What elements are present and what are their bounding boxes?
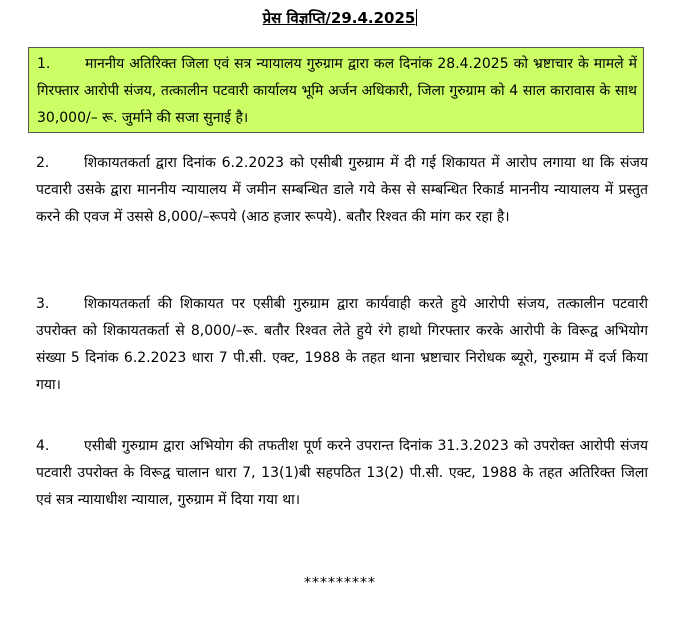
text-cursor	[416, 9, 417, 26]
paragraph-number: 4.	[36, 438, 50, 454]
paragraph-text: शिकायतकर्ता द्वारा दिनांक 6.2.2023 को एसीबी गुरुग्राम में दी गई शिकायत में आरोप लगाया था कि संजय पटवारी उसके द्वारा माननीय न्यायालय में जमीन सम्बन्धित डाले गये केस से सम्बन्धित रिकार्ड माननीय न्यायालय में प्रस्तुत करने की एवज में उससे 8,000/–रूपये (आठ हजार रूपये). बतौर रिश्वत की मांग कर रहा है।	[36, 155, 648, 225]
paragraph-text: शिकायतकर्ता की शिकायत पर एसीबी गुरुग्राम द्वारा कार्यवाही करते हुये आरोपी संजय, तत्कालीन पटवारी उपरोक्त को शिकायतकर्ता से 8,000/–रू. बतौर रिश्वत लेते हुये रंगे हाथो गिरफ्तार करके आरोपी के विरूद्व अभियोग संख्या 5 दिनांक 6.2.2023 धारा 7 पी.सी. एक्ट, 1988 के तहत थाना भ्रष्टाचार निरोधक ब्यूरो, गुरुग्राम में दर्ज किया गया।	[36, 296, 648, 393]
paragraph-1-highlighted	[28, 47, 644, 133]
paragraph-number: 2.	[36, 155, 50, 171]
press-release-title	[0, 8, 680, 28]
paragraph-3	[36, 291, 648, 399]
paragraph-text: माननीय अतिरिक्त जिला एवं सत्र न्यायालय गुरुग्राम द्वारा कल दिनांक 28.4.2025 को भ्रष्टाचार के मामले में गिरफ्तार आरोपी संजय, तत्कालीन पटवारी कार्यालय भूमि अर्जन अधिकारी, जिला गुरुग्राम को 4 साल कारावास के साथ 30,000/– रू. जुर्माने की सजा सुनाई है।	[37, 56, 637, 126]
paragraph-number: 3.	[36, 296, 50, 312]
title-text: प्रेस विज्ञप्ति/29.4.2025	[262, 9, 416, 27]
paragraph-4	[36, 433, 648, 514]
paragraph-2	[36, 150, 648, 231]
paragraph-number: 1.	[37, 56, 51, 72]
end-marker: *********	[304, 575, 376, 591]
paragraph-text: एसीबी गुरुग्राम द्वारा अभियोग की तफतीश पूर्ण करने उपरान्त दिनांक 31.3.2023 को उपरोक्त आरोपी संजय पटवारी उपरोक्त के विरूद्व चालान धारा 7, 13(1)बी सहपठित 13(2) पी.सी. एक्ट, 1988 के तहत अतिरिक्त जिला एवं सत्र न्यायाधीश न्यायाल, गुरुग्राम में दिया गया था।	[36, 438, 648, 508]
